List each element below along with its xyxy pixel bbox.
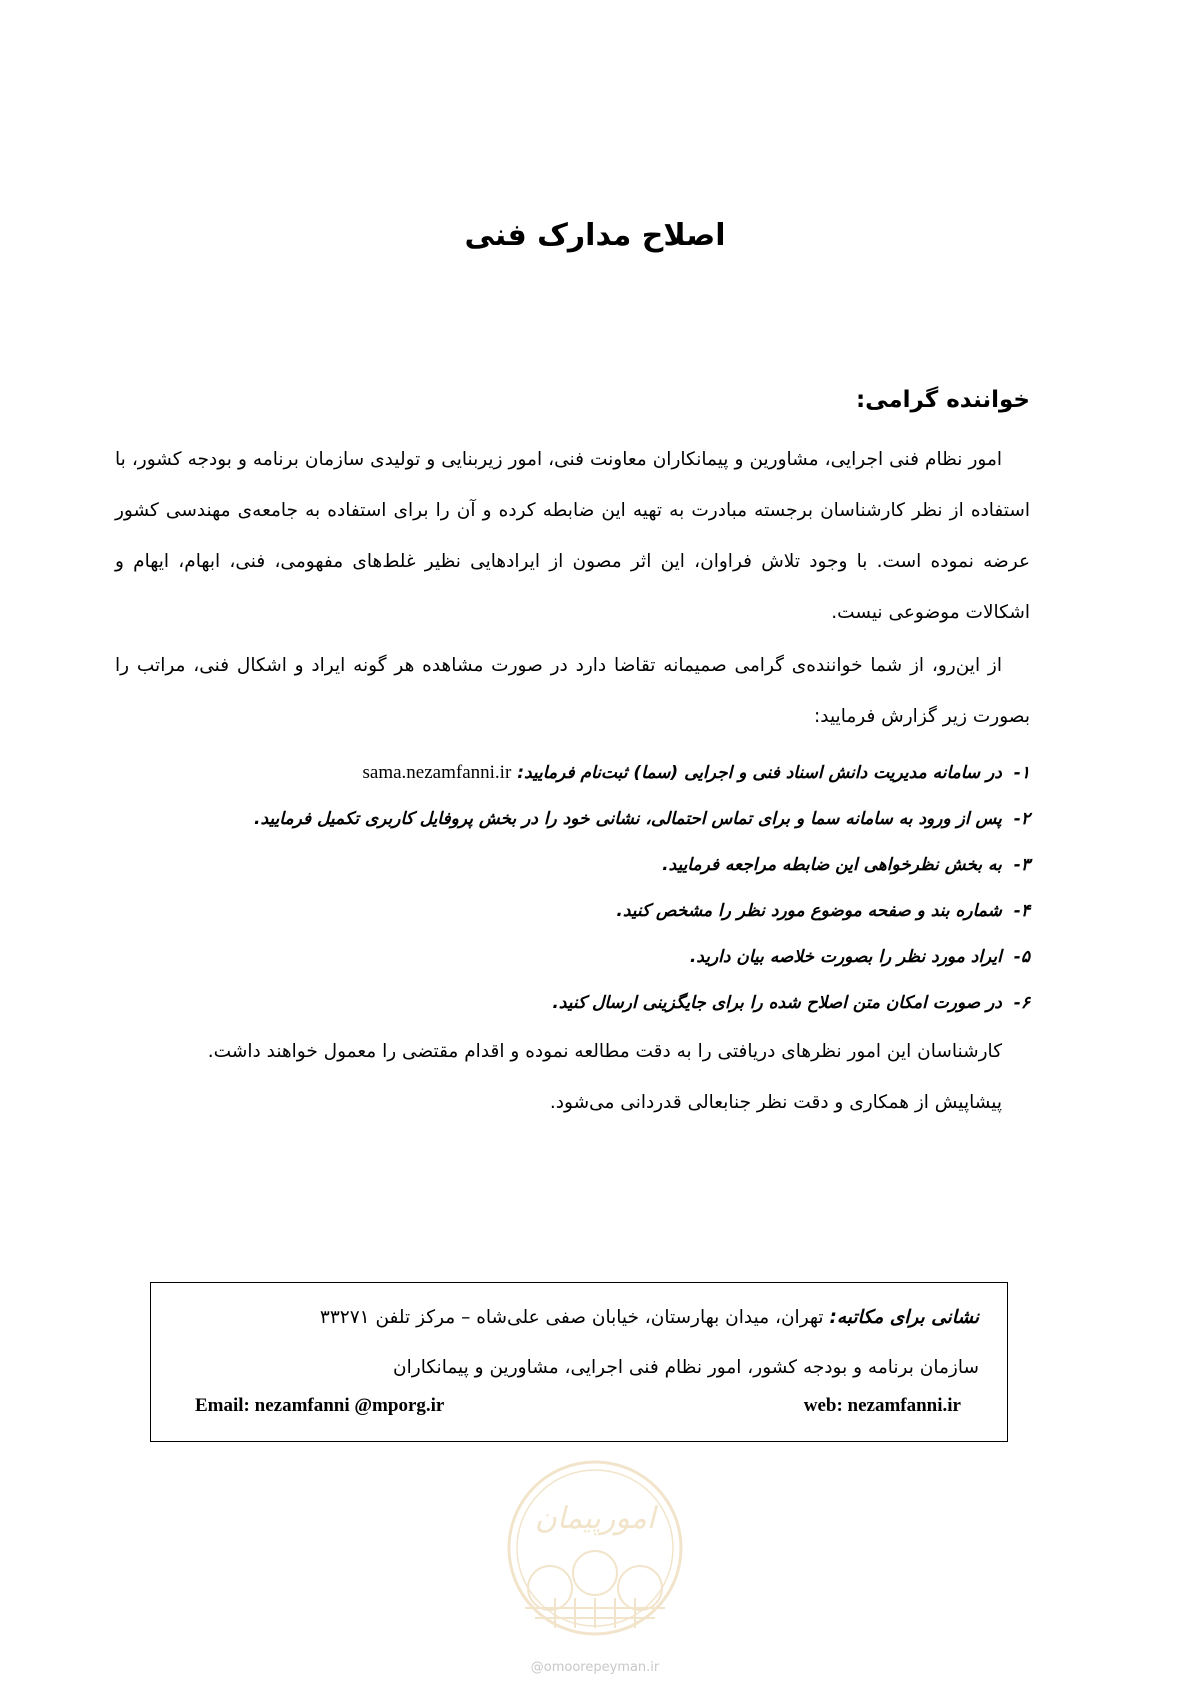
step-number: ۶- xyxy=(1013,993,1030,1013)
email-link[interactable]: Email: nezamfanni @mporg.ir xyxy=(195,1395,445,1416)
list-item xyxy=(115,980,1030,1026)
step-text: پس از ورود به سامانه سما و برای تماس احتمالی، نشانی خود را در بخش پروفایل کاربری تکمیل فرمایید. xyxy=(254,809,1002,829)
list-item xyxy=(115,796,1030,842)
step-number: ۱- xyxy=(1013,763,1030,783)
step-number: ۴- xyxy=(1013,901,1030,921)
step-text: شماره بند و صفحه موضوع مورد نظر را مشخص کنید. xyxy=(616,901,1002,921)
steps-list xyxy=(115,750,1030,1026)
intro-paragraph: امور نظام فنی اجرایی، مشاورین و پیمانکاران معاونت فنی، امور زیربنایی و تولیدی سازمان برنامه و بودجه کشور، با استفاده از نظر کارشناسان برجسته مبادرت به تهیه این ضابطه کرده و آن را برای استفاده به جامعه‌ی مهندسی کشور عرضه نموده است. با وجود تلاش فراوان، این اثر مصون از ایرادهایی نظیر غلط‌های مفهومی، فنی، ابهام، ایهام و اشکالات موضوعی نیست. xyxy=(115,449,1030,623)
watermark-site: @omoorepeyman.ir xyxy=(530,1660,660,1675)
request-paragraph: از این‌رو، از شما خواننده‌ی گرامی صمیمانه تقاضا دارد در صورت مشاهده هر گونه ایراد و اشکال فنی، مراتب را بصورت زیر گزارش فرمایید: xyxy=(115,655,1030,727)
main-content xyxy=(115,380,1030,1128)
greeting-heading: خواننده گرامی: xyxy=(855,387,1030,413)
step-text: ایراد مورد نظر را بصورت خلاصه بیان دارید. xyxy=(689,947,1002,967)
page-title: اصلاح مدارک فنی xyxy=(464,218,726,253)
gear-seal-icon xyxy=(505,1458,685,1638)
organization-line: سازمان برنامه و بودجه کشور، امور نظام فنی اجرایی، مشاورین و پیمانکاران xyxy=(393,1357,979,1378)
step-text: در سامانه مدیریت دانش اسناد فنی و اجرایی (سما) ثبت‌نام فرمایید: xyxy=(517,763,1002,783)
address-label: نشانی برای مکاتبه: xyxy=(829,1307,979,1328)
thanks-line: پیشاپیش از همکاری و دقت نظر جنابعالی قدردانی می‌شود. xyxy=(549,1092,1002,1113)
watermark-logo-text: امورپیمان xyxy=(534,1501,656,1536)
step-number: ۳- xyxy=(1013,855,1030,875)
step-number: ۵- xyxy=(1013,947,1030,967)
address-text: تهران، میدان بهارستان، خیابان صفی علی‌شاه – مرکز تلفن ۳۳۲۷۱ xyxy=(319,1307,824,1328)
step-text: در صورت امکان متن اصلاح شده را برای جایگزینی ارسال کنید. xyxy=(552,993,1002,1013)
list-item xyxy=(115,750,1030,796)
step-text: به بخش نظرخواهی این ضابطه مراجعه فرمایید. xyxy=(662,855,1002,875)
list-item xyxy=(115,842,1030,888)
sama-link[interactable]: sama.nezamfanni.ir xyxy=(362,762,512,783)
address-line xyxy=(179,1293,979,1343)
contact-links xyxy=(179,1395,979,1417)
step-number: ۲- xyxy=(1013,809,1030,829)
closing-line: کارشناسان این امور نظرهای دریافتی را به دقت مطالعه نموده و اقدام مقتضی را معمول خواهند داشت. xyxy=(207,1041,1002,1062)
list-item xyxy=(115,888,1030,934)
list-item xyxy=(115,934,1030,980)
web-link[interactable]: web: nezamfanni.ir xyxy=(803,1395,961,1416)
contact-box xyxy=(150,1282,1008,1442)
